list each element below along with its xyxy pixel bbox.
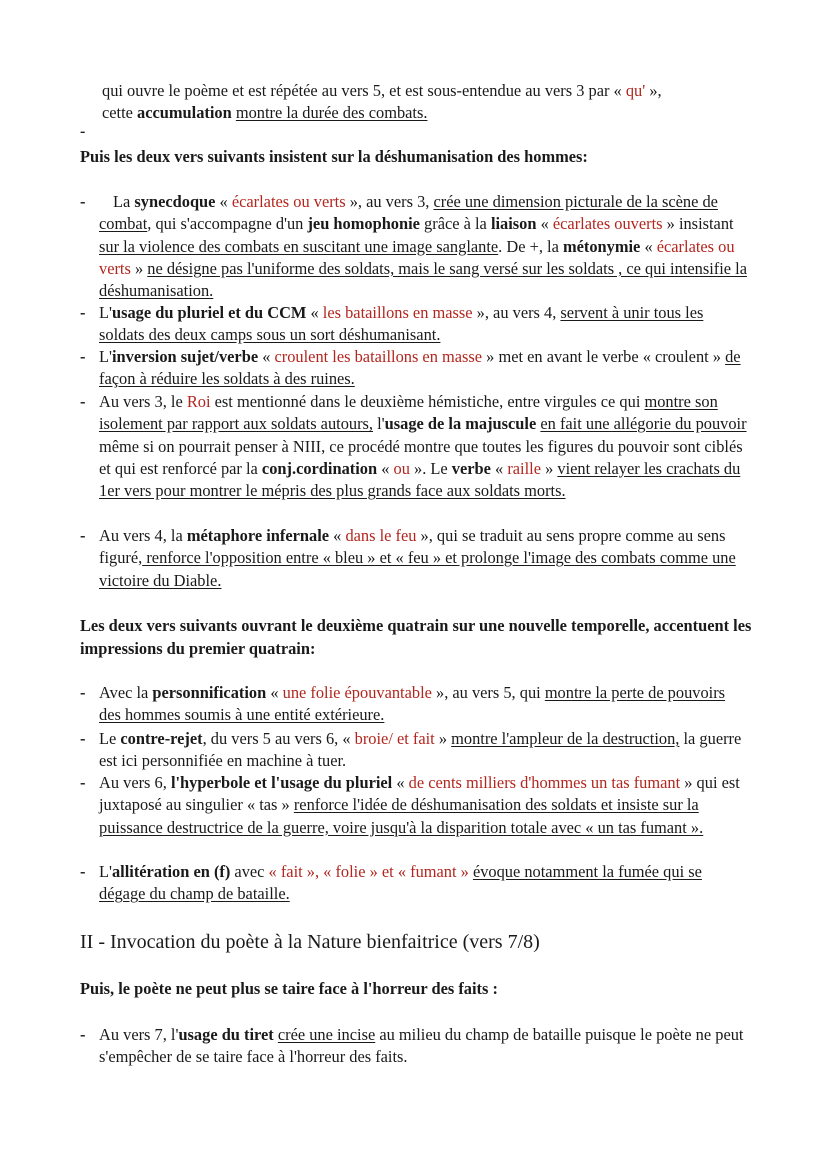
bullet-text: Au vers 6, l'hyperbole et l'usage du pluriel « de cents milliers d'hommes un tas fumant » qui est juxtaposé au singulier « tas » renforce l'idée de déshumanisation des soldats et insiste sur la puissance destructrice de la guerre, voire jusqu'à la disparition totale avec « un tas fumant ». bbox=[99, 773, 740, 837]
empty-bullet: - bbox=[80, 123, 86, 140]
bullet-text: L'allitération en (f) avec « fait », « folie » et « fumant » évoque notamment la fumée qui se dégage du champ de bataille. bbox=[99, 862, 702, 904]
intro-text: », bbox=[645, 81, 662, 100]
bullet-text: L'inversion sujet/verbe « croulent les bataillons en masse » met en avant le verbe « croulent » de façon à réduire les soldats à des ruines. bbox=[99, 347, 741, 389]
subheading-3: Puis, le poète ne peut plus se taire face à l'horreur des faits : bbox=[80, 979, 498, 998]
bullet-dash: - bbox=[80, 862, 86, 881]
bullet-text: La synecdoque « écarlates ou verts », au vers 3, crée une dimension picturale de la scène de combat, qui s'accompagne d'un jeu homophonie grâce à la liaison « écarlates ouverts » insistant sur la violence des combats en suscitant une image sanglante. De +, la métonymie « écarlates ou verts » ne désigne pas l'uniforme des soldats, mais le sang versé sur les soldats , ce qui intensifie la déshumanisation. bbox=[99, 192, 747, 301]
bullet-item-metaphore bbox=[80, 525, 750, 592]
bullet-dash: - bbox=[80, 526, 86, 545]
bullet-dash: - bbox=[80, 192, 86, 211]
intro-text: cette bbox=[102, 103, 138, 123]
bullet-dash: - bbox=[80, 683, 86, 702]
bullet-text: L'usage du pluriel et du CCM « les bataillons en masse », au vers 4, servent à unir tous les soldats des deux camps sous un sort déshumanisant. bbox=[99, 303, 704, 345]
bullet-text: Le contre-rejet, du vers 5 au vers 6, « broie/ et fait » montre l'ampleur de la destruction, la guerre est ici personnifiée en machine à tuer. bbox=[99, 729, 742, 771]
bullet-text: Au vers 4, la métaphore infernale « dans le feu », qui se traduit au sens propre comme au sens figuré, renforce l'opposition entre « bleu » et « feu » et prolonge l'image des combats comme une victoire du Diable. bbox=[99, 526, 736, 590]
section-title-2: II - Invocation du poète à la Nature bienfaitrice (vers 7/8) bbox=[80, 931, 540, 953]
bullet-text: Au vers 7, l'usage du tiret crée une incise au milieu du champ de bataille puisque le poète ne peut s'empêcher de se taire face à l'horreur des faits. bbox=[99, 1025, 744, 1067]
bullet-item-contre-rejet bbox=[80, 728, 750, 773]
bullet-item-roi bbox=[80, 391, 750, 502]
bullet-dash: - bbox=[80, 303, 86, 322]
bullet-dash: - bbox=[80, 729, 86, 748]
bullet-dash: - bbox=[80, 1025, 86, 1044]
bullet-text: Au vers 3, le Roi est mentionné dans le deuxième hémistiche, entre virgules ce qui montre son isolement par rapport aux soldats autours, l'usage de la majuscule en fait une allégorie du pouvoir même si on pourrait penser à NIII, ce procédé montre que toutes les figures du pouvoir sont ciblés et qui est renforcé par la conj.cordination « ou ». Le verbe « raille » vient relayer les crachats du 1er vers pour montrer le mépris des plus grands face aux soldats morts. bbox=[99, 392, 747, 501]
bullet-item-personnification bbox=[80, 682, 750, 727]
bullet-item-tiret bbox=[80, 1024, 750, 1069]
term: accumulation bbox=[137, 103, 232, 123]
intro-paragraph bbox=[102, 80, 802, 125]
intro-text: qui ouvre le poème et est répétée au vers 5, et est sous-entendue au vers 3 par « bbox=[102, 81, 626, 100]
bullet-item-hyperbole bbox=[80, 772, 750, 839]
bullet-dash: - bbox=[80, 773, 86, 792]
subheading-1: Puis les deux vers suivants insistent sur la déshumanisation des hommes: bbox=[80, 147, 588, 166]
bullet-item-pluriel-ccm bbox=[80, 302, 750, 347]
bullet-dash: - bbox=[80, 347, 86, 366]
quote: qu' bbox=[625, 81, 646, 100]
bullet-item-inversion bbox=[80, 346, 750, 391]
bullet-item-synecdoque bbox=[80, 191, 750, 302]
bullet-text: Avec la personnification « une folie épouvantable », au vers 5, qui montre la perte de pouvoirs des hommes soumis à une entité extérieure. bbox=[99, 683, 726, 725]
interpretation: montre la durée des combats. bbox=[235, 103, 428, 123]
bullet-item-alliteration bbox=[80, 861, 750, 906]
subheading-2: Les deux vers suivants ouvrant le deuxième quatrain sur une nouvelle temporelle, accentuent les impressions du premier quatrain: bbox=[80, 616, 752, 658]
bullet-dash: - bbox=[80, 392, 86, 411]
